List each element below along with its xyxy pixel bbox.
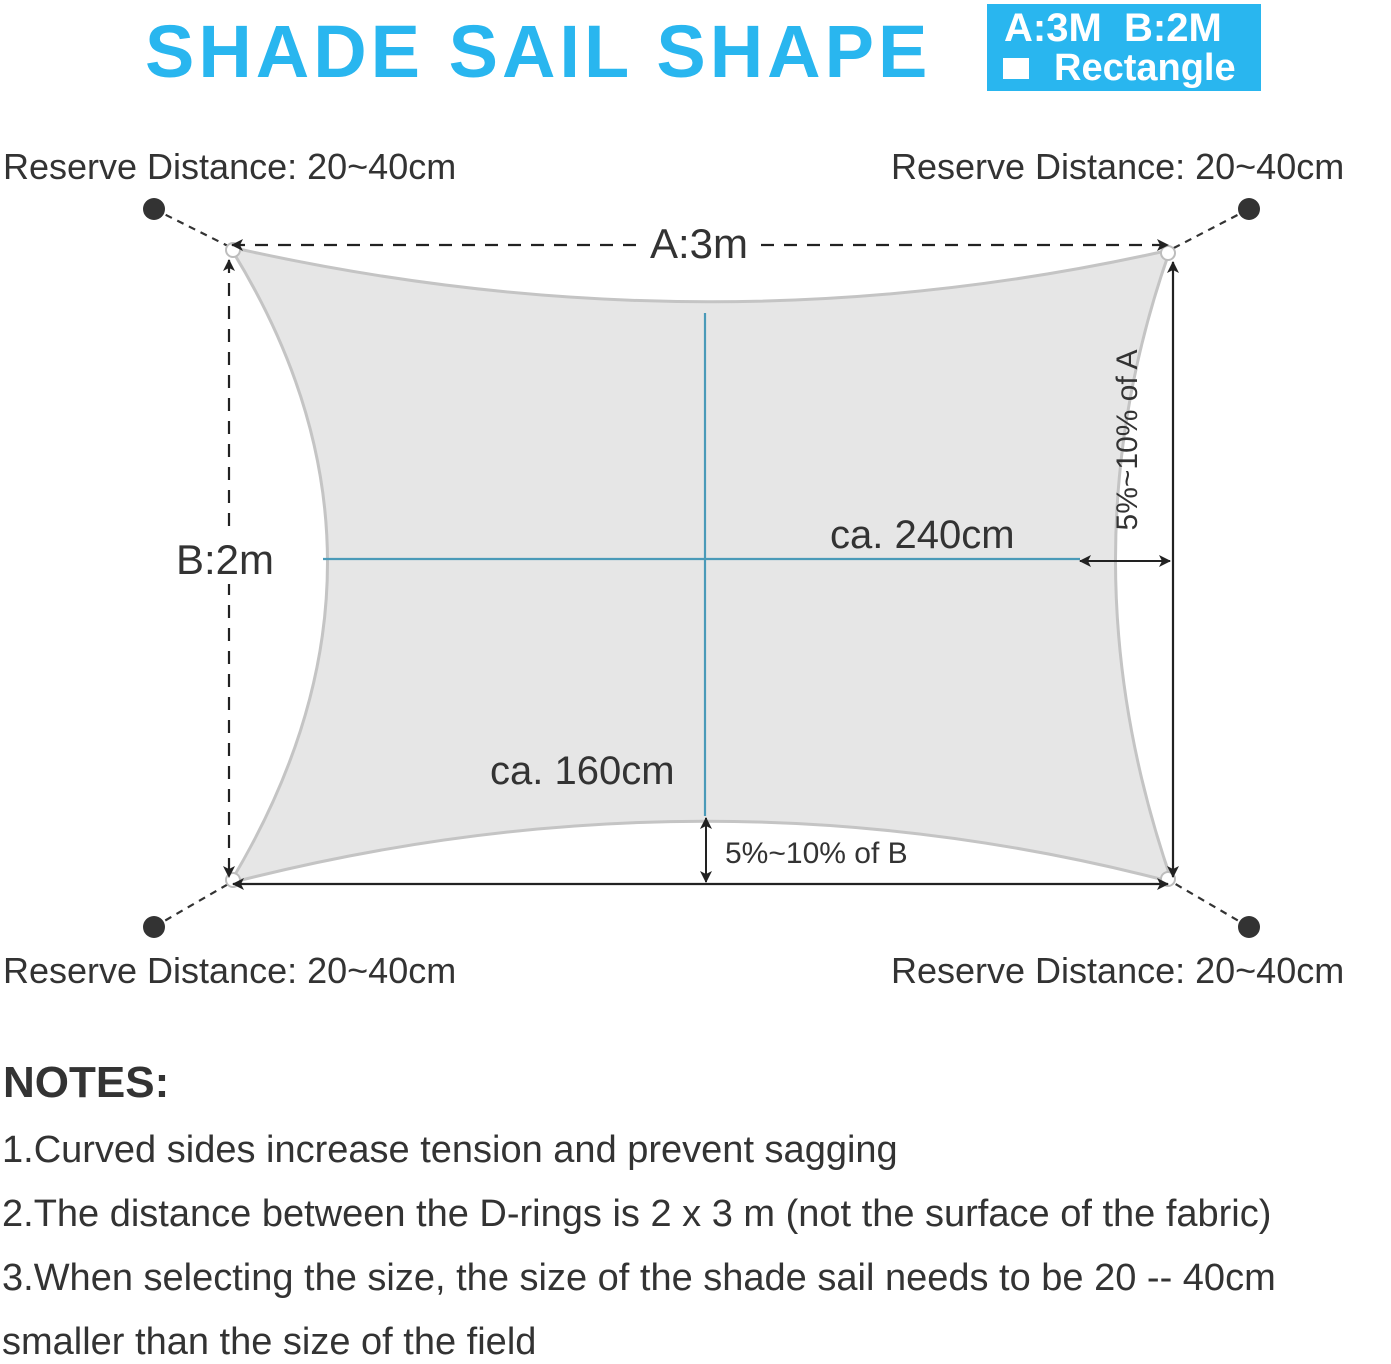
vertical-span-label: ca. 160cm bbox=[490, 749, 675, 793]
sail-fabric bbox=[230, 247, 1172, 883]
anchor-point-bottom-right bbox=[1238, 916, 1260, 938]
anchor-point-top-left bbox=[143, 198, 165, 220]
reserve-label-bottom-left: Reserve Distance: 20~40cm bbox=[3, 950, 457, 991]
note-item-continued: smaller than the size of the field bbox=[2, 1321, 537, 1363]
reserve-label-bottom-right: Reserve Distance: 20~40cm bbox=[891, 950, 1345, 991]
badge-dimensions: A:3M B:2M bbox=[1004, 6, 1222, 50]
reserve-label-top-left: Reserve Distance: 20~40cm bbox=[3, 146, 457, 187]
note-item: 3.When selecting the size, the size of the shade sail needs to be 20 -- 40cm bbox=[2, 1257, 1276, 1299]
reserve-label-top-right: Reserve Distance: 20~40cm bbox=[891, 146, 1345, 187]
note-item: 1.Curved sides increase tension and prevent sagging bbox=[2, 1129, 898, 1171]
sag-b-label: 5%~10% of B bbox=[725, 837, 908, 870]
anchor-point-bottom-left bbox=[143, 916, 165, 938]
note-item: 2.The distance between the D-rings is 2 x 3 m (not the surface of the fabric) bbox=[2, 1193, 1272, 1235]
badge-shape-name: Rectangle bbox=[1054, 47, 1236, 89]
side-a-label: A:3m bbox=[638, 220, 760, 268]
notes-heading: NOTES: bbox=[3, 1058, 170, 1107]
horizontal-span-label: ca. 240cm bbox=[830, 513, 1015, 557]
d-ring-top-right bbox=[1161, 246, 1175, 260]
page-title: SHADE SAIL SHAPE bbox=[145, 10, 932, 93]
anchor-point-top-right bbox=[1238, 198, 1260, 220]
side-b-label: B:2m bbox=[172, 536, 278, 584]
sag-a-label: 5%~10% of A bbox=[1111, 349, 1144, 531]
